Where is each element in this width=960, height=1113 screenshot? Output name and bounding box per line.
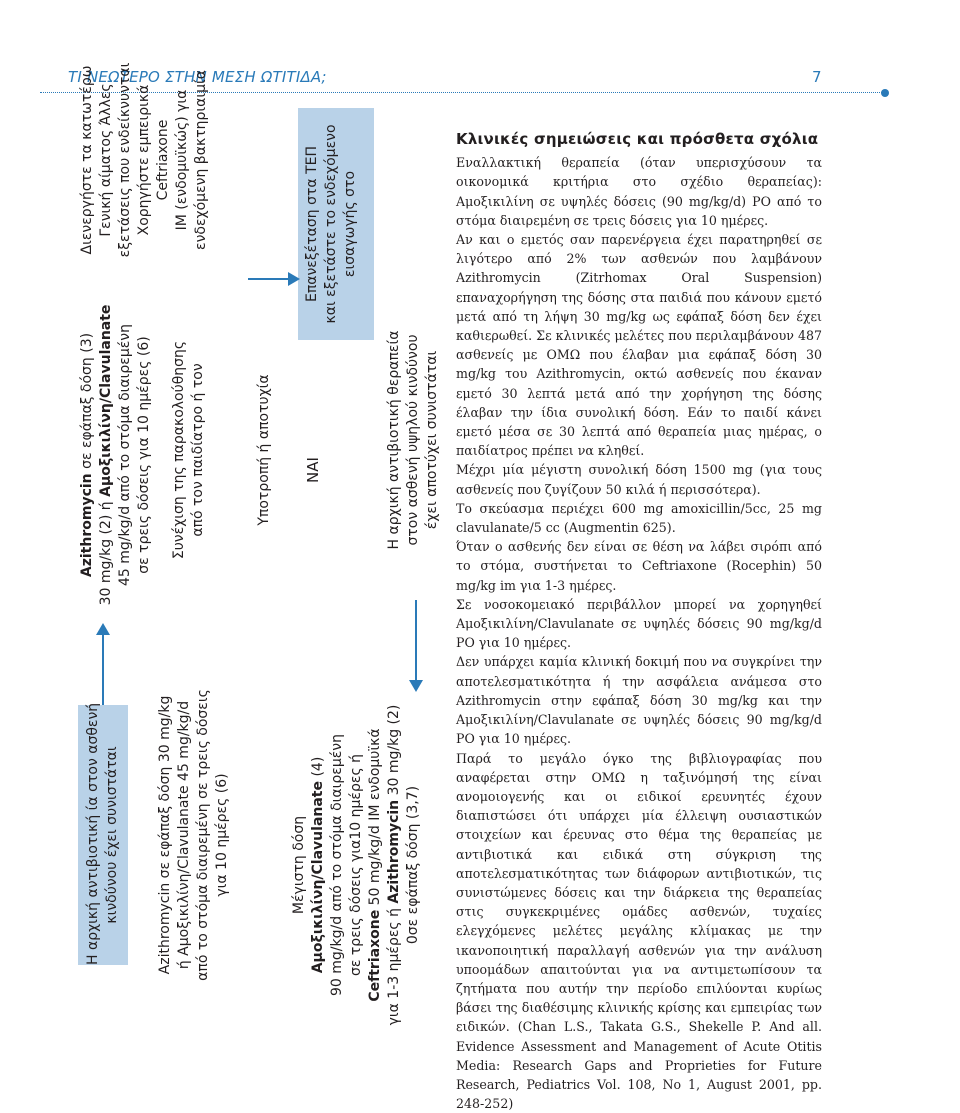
follow-up-block: Συνέχιση της παρακολούθησης από τον παιδίατρο ή τον — [170, 300, 208, 600]
flow-arrow-5 — [415, 600, 417, 680]
treatment-flowchart — [40, 100, 450, 1040]
page-number: 7 — [812, 68, 822, 86]
notes-paragraph-3: Μέχρι μία μέγιστη συνολική δόση 1500 mg (για τους ασθενείς που ζυγίζουν 50 κιλά ή περισσότερα). — [456, 460, 822, 498]
notes-paragraph-6: Σε νοσοκομειακό περιβάλλον μπορεί να χορηγηθεί Αμοξικιλίνη/Clavulanate σε υψηλές δόσεις 90 mg/kg/d PO για 10 ημέρες. — [456, 595, 822, 653]
notes-paragraph-8: Παρά το μεγάλο όγκο της βιβλιογραφίας που αναφέρεται στην ΟΜΩ η ταξινόμησή της είναι ανομοιογενής και οι ειδικοί ερευνητές έχουν διαπιστώσει ότι υπάρχει μία έλλειψη ουσιαστικών στοιχείων και έρευνας στο θέμα της θεραπείας με αντιβιοτικά και ειδικά στη σύγκριση της αποτελεσματικότητας των διάφορων αντιβιοτικών, τις συνιστώμενες δόσεις και την διάρκεια της θεραπείας στις συγκεκριμένες ομάδες ασθενών, τυχαίες ελεγχόμενες μελέτες μεγάλης κλίμακας με την ικανοποιητική παραλλαγή ασθενών για την ανάλυση υποομάδων απαιτούνται για να αντιμετωπίσουν τα ζητήματα που αυτήν την περίοδο επιλύονται κυρίως βάσει της διαθέσιμης κλινικής κρίσης και εμπειρίας των ειδικών. (Chan L.S., Takata G.S., Shekelle P. And all. Evidence Assessment and Management of Acute Otitis Media: Research Gaps and Proprieties for Future Research, Pediatrics Vol. 108, No 1, August 2001, pp. 248-252) — [456, 749, 822, 1113]
flow-arrowhead-1 — [96, 623, 110, 635]
notes-paragraph-1: Εναλλακτική θεραπεία (όταν υπερισχύσουν τα οικονομικά κριτήρια στο σχέδιο θεραπείας): Αμοξικιλίνη σε υψηλές δόσεις (90 mg/kg/d) PO από το στόμα διαιρεμένη σε τρεις δόσεις για 10 ημέρες. — [456, 153, 822, 230]
initial-failure-text-left: Η αρχική αντιβιοτική ία στον ασθενή κινδύνου έχει συνιστάται — [84, 705, 122, 965]
azithromycin-treatment-block: Azithromycin σε εφάπαξ δόση (3) 30 mg/kg (2) ή Αμοξικιλίνη/Clavulanate 45 mg/kg/d από το στόμα διαιρεμένη σε τρεις δόσεις για 10 ημέρες (6) — [78, 290, 154, 620]
notes-heading: Κλινικές σημειώσεις και πρόσθετα σχόλια — [456, 130, 822, 149]
labs-and-ceftriaxone-block: Διενεργήστε τα κατωτέρω Γενική αίματος Άλλες εξετάσεις που ενδείκνυνται Χορηγήστε εμπειρικά Ceftriaxone IM (ενδομυϊκώς) για ενδεχόμενη βακτηριαιμία — [78, 40, 211, 280]
first-line-treatment-left: Azithromycin σε εφάπαξ δόση 30 mg/kg ή Αμοξικιλίνη/Clavulanate 45 mg/kg/d από το στόμα διαιρεμένη σε τρεις δόσεις για 10 ημέρες (6) — [156, 685, 232, 985]
relapse-label: Υποτροπή ή αποτυχία — [255, 300, 274, 600]
yes-label: ΝΑΙ — [304, 410, 323, 530]
running-header-title: ΤΙ ΝΕΩΤΕΡΟ ΣΤΗΝ ΜΕΣΗ ΩΤΙΤΙΔΑ; — [68, 68, 327, 86]
flow-arrow-1 — [102, 625, 104, 705]
max-dose-block: Μέγιστη δόση Αμοξικιλίνη/Clavulanate (4) 90 mg/kg/d από το στόμα διαιρεμένη σε τρεις δόσεις για10 ημέρες ή Ceftriaxone 50 mg/kg/d IM ενδομυϊκά για 1-3 ημέρες ή Azithromycin 30 mg/kg (2) 0σε εφάπαξ δόση (3,7) — [290, 700, 423, 1030]
high-risk-failure-block: Η αρχική αντιβιοτική θεραπεία στον ασθενή υψηλού κινδύνου έχει αποτύχει συνιστάται — [385, 280, 442, 600]
notes-paragraph-7: Δεν υπάρχει καμία κλινική δοκιμή που να συγκρίνει την αποτελεσματικότητα ή την ασφάλεια ανάμεσα στο Azithromycin στην εφάπαξ δόση 30 mg/kg και την Αμοξικιλίνη/Clavulanate σε υψηλές δόσεις 90 mg/kg/d PO για 10 ημέρες. — [456, 652, 822, 748]
notes-paragraph-5: Όταν ο ασθενής δεν είναι σε θέση να λάβει σιρόπι από το στόμα, συστήνεται το Ceftriaxone (Rocephin) 50 mg/kg im για 1-3 ημέρες. — [456, 537, 822, 595]
flow-arrowhead-5 — [409, 680, 423, 692]
clinical-notes-column — [456, 130, 822, 1113]
notes-paragraph-4: Το σκεύασμα περιέχει 600 mg amoxicillin/5cc, 25 mg clavulanate/5 cc (Augmentin 625). — [456, 499, 822, 537]
header-divider-dot — [881, 89, 889, 97]
flow-arrowhead-4 — [288, 272, 300, 286]
reexamination-text: Επανεξέταση στα ΤΕΠ και εξετάστε το ενδεχόμενο εισαγωγής στο — [303, 108, 360, 340]
notes-paragraph-2: Αν και ο εμετός σαν παρενέργεια έχει παρατηρηθεί σε λιγότερο από 2% των ασθενών που λαμβάνουν Azithromycin (Zitrhomax Oral Suspension) επαναχορήγηση της δόσης στα παιδιά που κάνουν εμετό μετά από τη λήψη 30 mg/kg ως εφάπαξ δόση δεν έχει καθιερωθεί. Σε κλινικές μελέτες που περιλαμβάνουν 487 ασθενείς με ΟΜΩ που έλαβαν μια εφάπαξ δόση 30 mg/kg του Azithromycin, οκτώ ασθενείς που έκαναν εμετό 30 λεπτά μετά από την χορήγηση της δόσης έλαβαν την ίδια συνολική δόση. Εάν το παιδί κάνει εμετό μέσα σε 30 λεπτά από θεραπεία μιας ημέρας, ο παιδίατρος πρέπει να κληθεί. — [456, 230, 822, 460]
